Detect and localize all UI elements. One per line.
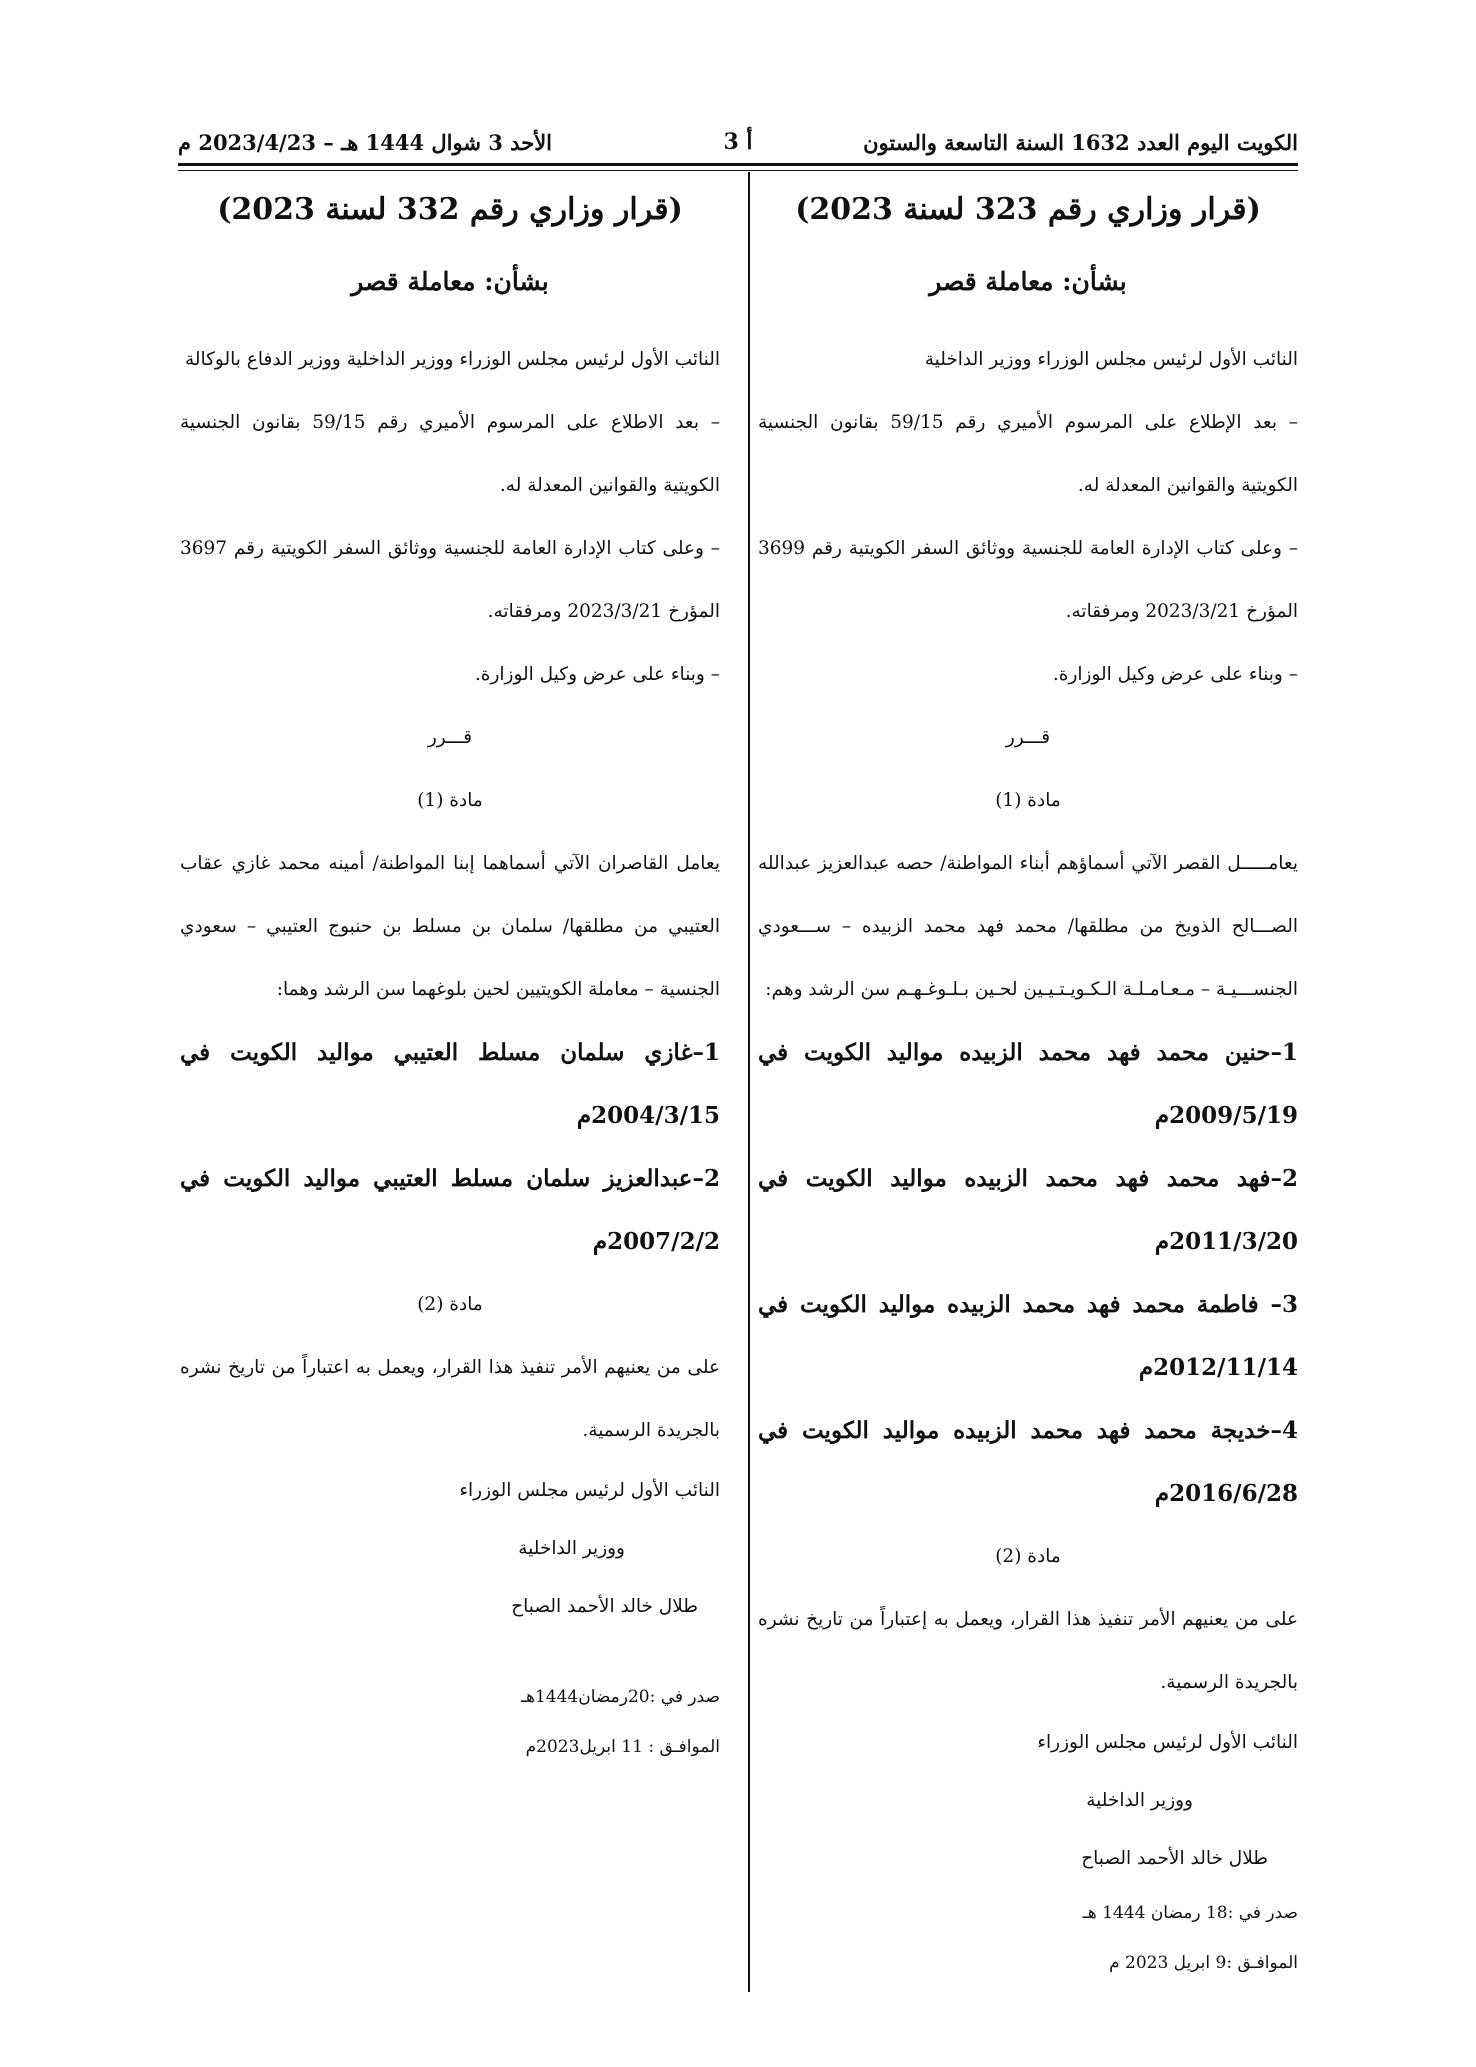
header-rule-thin (178, 170, 1298, 171)
page-header (178, 122, 1298, 162)
signature-title-2: ووزير الداخلية (518, 1538, 625, 1559)
decision-title: (قرار وزاري رقم 332 لسنة 2023) (217, 192, 683, 227)
signature-title-2: ووزير الداخلية (1086, 1790, 1193, 1811)
decision-332-column (180, 180, 720, 1772)
decision-323-column (758, 180, 1298, 1988)
decision-issuer: النائب الأول لرئيس مجلس الوزراء ووزير الداخلية (924, 349, 1298, 370)
preamble-1: – بعد الاطلاع على المرسوم الأميري رقم 59/15 بقانون الجنسية الكويتية والقوانين المعدلة له. (180, 412, 720, 496)
decided-heading: قـــرر (1005, 727, 1051, 748)
article-2-title: مادة (2) (417, 1294, 483, 1315)
preamble-1: – بعد الإطلاع على المرسوم الأميري رقم 59/15 بقانون الجنسية الكويتية والقوانين المعدلة له. (758, 412, 1298, 496)
issued-hijri: صدر في :20رمضان1444هـ (521, 1687, 720, 1707)
decision-issuer: النائب الأول لرئيس مجلس الوزراء ووزير الداخلية ووزير الدفاع بالوكالة (184, 349, 720, 370)
minor-item: 4–خديجة محمد فهد محمد الزبيده مواليد الكويت في 2016/6/28م (758, 1417, 1298, 1507)
decision-subject: بشأن: معاملة قصر (351, 267, 549, 296)
article-1-title: مادة (1) (995, 790, 1061, 811)
preamble-2: – وعلى كتاب الإدارة العامة للجنسية ووثائق السفر الكويتية رقم 3697 المؤرخ 2023/3/21 ومرفقاته. (180, 538, 720, 622)
header-issue: الكويت اليوم العدد 1632 السنة التاسعة والستون (863, 129, 1298, 155)
column-divider (748, 172, 750, 1992)
preamble-3: – وبناء على عرض وكيل الوزارة. (1052, 664, 1298, 685)
issued-gregorian: الموافـق : 11 ابريل2023م (525, 1737, 720, 1757)
minor-item: 1–حنين محمد فهد محمد الزبيده مواليد الكويت في 2009/5/19م (758, 1039, 1298, 1129)
article-1-text: يعامل القاصران الآتي أسماهما إبنا المواطنة/ أمينه محمد غازي عقاب العتيبي من مطلقها/ سلمان بن مسلط بن حنبوج العتيبي – سعودي الجنسية – معاملة الكويتيين لحين بلوغهما سن الرشد وهما: (180, 853, 720, 1000)
article-2-text: على من يعنيهم الأمر تنفيذ هذا القرار، ويعمل به اعتباراً من تاريخ نشره بالجريدة الرسمية. (180, 1357, 720, 1441)
header-rule-thick (178, 163, 1298, 166)
header-date: الأحد 3 شوال 1444 هـ – 2023/4/23 م (178, 129, 553, 155)
article-1-title: مادة (1) (417, 790, 483, 811)
article-1-text: يعامـــــل القصر الآتي أسماؤهم أبناء المواطنة/ حصه عبدالعزيز عبدالله الصـــالح الذويخ من مطلقها/ محمد فهد محمد الزبيده – ســـعودي الجنســـيـة – مـعـامـلـة الـكـويـتـيـين لحـين بـلـوغـهـم سن الرشد وهم: (758, 853, 1298, 1000)
decision-title: (قرار وزاري رقم 323 لسنة 2023) (795, 192, 1261, 227)
signature-name: طلال خالد الأحمد الصباح (511, 1596, 698, 1617)
article-2-title: مادة (2) (995, 1546, 1061, 1567)
header-page-number: أ 3 (723, 129, 753, 155)
signature-name: طلال خالد الأحمد الصباح (1081, 1848, 1268, 1869)
preamble-3: – وبناء على عرض وكيل الوزارة. (474, 664, 720, 685)
signature-title-1: النائب الأول لرئيس مجلس الوزراء (459, 1480, 720, 1501)
signature-title-1: النائب الأول لرئيس مجلس الوزراء (1037, 1732, 1298, 1753)
decided-heading: قـــرر (427, 727, 473, 748)
minor-item: 2–فهد محمد فهد محمد الزبيده مواليد الكويت في 2011/3/20م (758, 1165, 1298, 1255)
minor-item: 3– فاطمة محمد فهد محمد الزبيده مواليد الكويت في 2012/11/14م (758, 1291, 1298, 1381)
decision-subject: بشأن: معاملة قصر (929, 267, 1127, 296)
article-2-text: على من يعنيهم الأمر تنفيذ هذا القرار، ويعمل به إعتباراً من تاريخ نشره بالجريدة الرسمية. (758, 1609, 1298, 1693)
minor-item: 2–عبدالعزيز سلمان مسلط العتيبي مواليد الكويت في 2007/2/2م (180, 1165, 720, 1255)
minor-item: 1–غازي سلمان مسلط العتيبي مواليد الكويت في 2004/3/15م (180, 1039, 720, 1129)
issued-hijri: صدر في :18 رمضان 1444 هـ (1082, 1903, 1298, 1923)
preamble-2: – وعلى كتاب الإدارة العامة للجنسية ووثائق السفر الكويتية رقم 3699 المؤرخ 2023/3/21 ومرفقاته. (758, 538, 1298, 622)
issued-gregorian: الموافـق :9 ابريل 2023 م (1109, 1953, 1298, 1973)
